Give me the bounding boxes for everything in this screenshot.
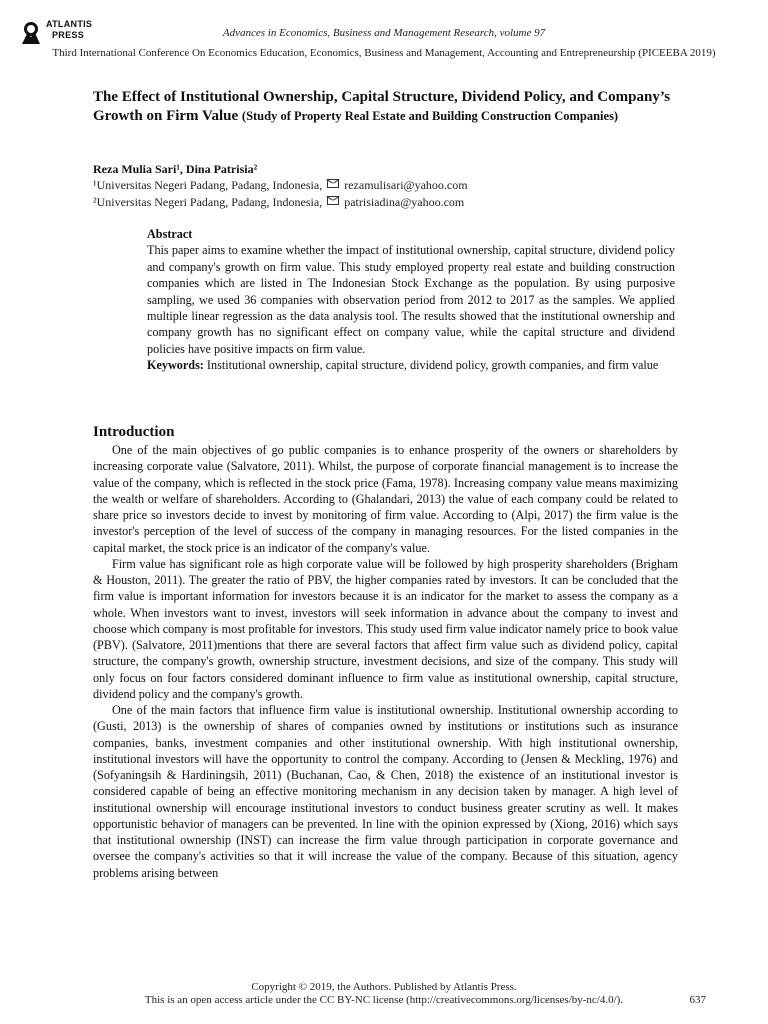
copyright-line: Copyright © 2019, the Authors. Published by Atlantis Press. (251, 981, 517, 993)
page-number: 637 (689, 994, 706, 1006)
affiliation-2 (93, 195, 464, 209)
introduction-body (93, 442, 678, 881)
title-subtitle: (Study of Property Real Estate and Building Construction Companies) (241, 109, 619, 123)
paragraph-2: Firm value has significant role as high corporate value will be followed by high prosperity shareholders (Brigham & Houston, 2011). The greater the ratio of PBV, the higher companies rated by investors. It can be concluded that the firm value is important information for investors because it is an indicator for the market to assess the company as a whole. When investors want to invest, investors will seek information in advance about the company to invest and choose which company is most profitable for investors. This study used firm value indicator namely price to book value (PBV). (Salvatore, 2011)mentions that there are several factors that affect firm value such as dividend policy, capital structure, the company's growth, ownership structure, investment decisions, and size of the company. This study will only focus on four factors considered dominant influence to firm value as institutional ownership, capital structure, dividend policy and the company's growth. (93, 556, 678, 701)
paragraph-3: One of the main factors that influence firm value is institutional ownership. Institutional ownership according to (Gusti, 2013) is the ownership of shares of companies owned by institutions or institutions such as insurance companies, banks, investment companies and other institutional ownership. With high institutional ownership, institutional investors will have the opportunity to control the company. According to (Jensen & Meckling, 1976) and (Sofyaningsih & Hardiningsih, 2011) (Buchanan, Cao, & Chen, 2018) the existence of an institutional investor is considered capable of being an effective monitoring mechanism in any decision taken by manager. A high level of institutional ownership will encourage institutional investors to conduct business greater scrutiny as well. It makes opportunistic behavior of managers can be prevented. In line with the opinion expressed by (Xiong, 2016) which says that institutional ownership (INST) can increase the firm value through participation in corporate governance and oversee the company's activities so that it will increase the value of the company. Because of this situation, agency problems arising between (93, 703, 678, 880)
introduction-heading: Introduction (93, 424, 175, 440)
keywords-text: Institutional ownership, capital structure, dividend policy, growth companies, and firm value (203, 358, 659, 373)
paper-title (93, 88, 678, 126)
keywords-label: Keywords: (147, 358, 204, 373)
footer (0, 981, 768, 1007)
affiliation-1-text: ¹Universitas Negeri Padang, Padang, Indonesia, (93, 178, 323, 192)
keywords (147, 357, 675, 373)
journal-name: Advances in Economics, Business and Management Research, volume 97 (222, 27, 546, 39)
abstract-text: This paper aims to examine whether the impact of institutional ownership, capital structure, dividend policy and company's growth on firm value. This study employed property real estate and building construction companies which are listed in The Indonesian Stock Exchange as the population. By using purposive sampling, we used 36 companies with observation period from 2012 to 2017 as the samples. We applied multiple linear regression as the data analysis tool. The results showed that the institutional ownership and company growth has no significant effect on company value, while the capital structure and dividend policies have positive impacts on firm value. (147, 243, 675, 356)
paragraph-1: One of the main objectives of go public companies is to enhance prosperity of the owners or shareholders by increasing corporate value (Salvatore, 2011). Whilst, the purpose of corporate financial management is to increase the value of the company, which is reflected in the stock price (Fama, 1978). Increasing company value means maximizing the wealth or welfare of shareholders. According to (Ghalandari, 2013) the value of each company could be related to share price so investors decide to invest by monitoring of firm value. According to (Alpi, 2017) the firm value is the investor's perception of the level of success of the company in managing resources. For the listed companies in the capital market, the stock price is an indicator of the company's value. (93, 443, 678, 555)
title-main: The Effect of Institutional Ownership, Capital Structure, Dividend Policy, and Company’s Growth on Firm Value (93, 89, 671, 124)
affiliation-1 (93, 178, 468, 192)
conference-name: Third International Conference On Economics Education, Economics, Business and Management, Accounting and Entrepreneurship (PICEEBA 2019) (52, 47, 716, 59)
author-list: Reza Mulia Sari¹, Dina Patrisia² (93, 162, 258, 176)
mail-icon (327, 179, 339, 188)
email-1[interactable]: rezamulisari@yahoo.com (344, 178, 468, 192)
email-2[interactable]: patrisiadina@yahoo.com (344, 195, 465, 209)
logo-line-2: PRESS (52, 30, 85, 40)
abstract-heading: Abstract (147, 227, 193, 241)
affiliation-2-text: ²Universitas Negeri Padang, Padang, Indonesia, (93, 195, 323, 209)
mail-icon (327, 196, 339, 205)
abstract-section (147, 226, 675, 374)
logo-line-1: ATLANTIS (46, 19, 93, 29)
license-line: This is an open access article under the CC BY-NC license (http://creativecommons.org/licenses/by-nc/4.0/). (144, 994, 624, 1006)
